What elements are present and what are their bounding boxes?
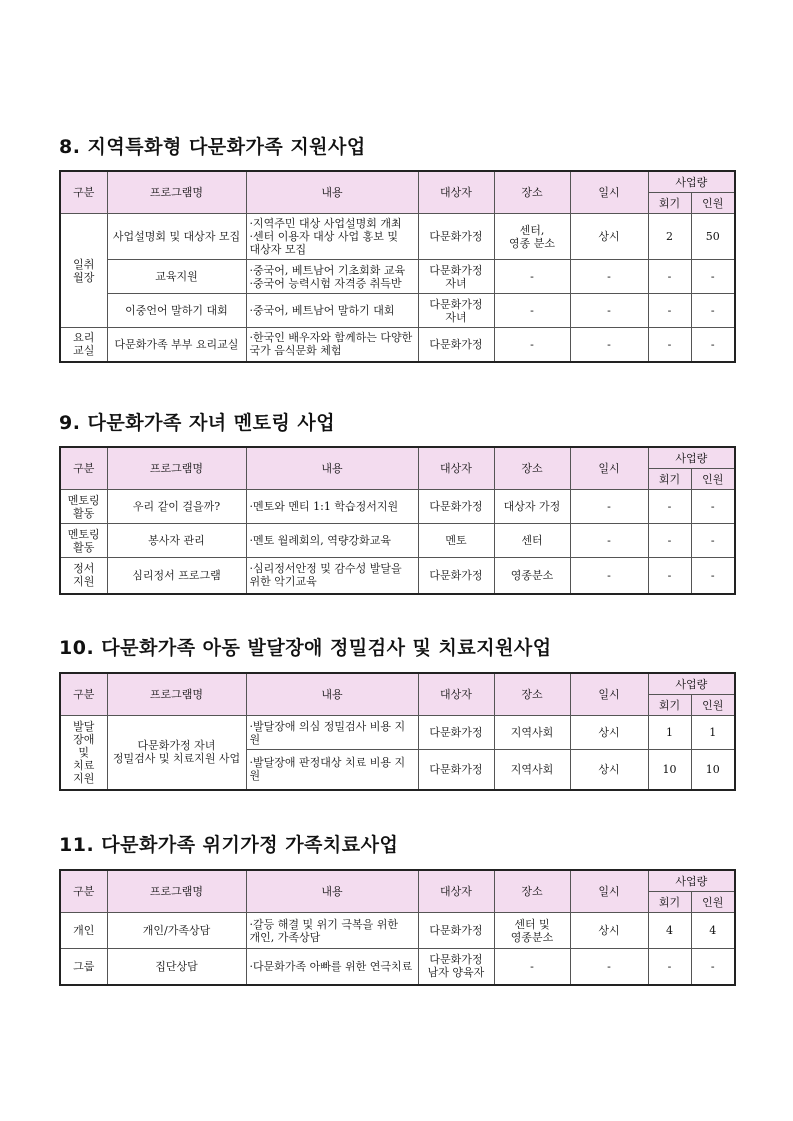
content-cell: ·갈등 해결 및 위기 극복을 위한 개인, 가족상담 <box>246 913 418 949</box>
place-cell: 대상자 가정 <box>494 490 570 524</box>
section-9-title: 9. 다문화가족 자녀 멘토링 사업 <box>59 412 336 434</box>
program-cell: 우리 같이 걸을까? <box>107 490 246 524</box>
program-cell: 교육지원 <box>107 260 246 294</box>
header-persons: 인원 <box>691 892 735 913</box>
header-volume: 사업량 <box>648 870 735 892</box>
target-cell: 다문화가정 <box>418 328 494 362</box>
section-8-table <box>59 170 736 363</box>
schedule-cell: - <box>570 524 648 558</box>
persons-cell: - <box>691 294 735 328</box>
section-10-table <box>59 672 736 791</box>
content-cell: ·중국어, 베트남어 말하기 대회 <box>246 294 418 328</box>
header-volume: 사업량 <box>648 171 735 193</box>
section-10-title: 10. 다문화가족 아동 발달장애 정밀검사 및 치료지원사업 <box>59 637 552 659</box>
table-row <box>60 558 735 594</box>
program-cell: 다문화가정 자녀 정밀검사 및 치료지원 사업 <box>107 716 246 790</box>
header-target: 대상자 <box>418 870 494 913</box>
header-schedule: 일시 <box>570 447 648 490</box>
table-row <box>60 490 735 524</box>
header-sessions: 회기 <box>648 892 691 913</box>
category-cell: 발달 장애 및 치료 지원 <box>60 716 107 790</box>
table-row <box>60 294 735 328</box>
header-sessions: 회기 <box>648 695 691 716</box>
header-program: 프로그램명 <box>107 673 246 716</box>
sessions-cell: - <box>648 949 691 985</box>
table-row <box>60 260 735 294</box>
header-schedule: 일시 <box>570 870 648 913</box>
target-cell: 다문화가정 <box>418 214 494 260</box>
schedule-cell: - <box>570 260 648 294</box>
persons-cell: - <box>691 490 735 524</box>
header-content: 내용 <box>246 171 418 214</box>
header-content: 내용 <box>246 447 418 490</box>
place-cell: 센터 <box>494 524 570 558</box>
section-8-title: 8. 지역특화형 다문화가족 지원사업 <box>59 136 366 158</box>
place-cell: - <box>494 260 570 294</box>
content-cell: ·멘토와 멘티 1:1 학습정서지원 <box>246 490 418 524</box>
schedule-cell: 상시 <box>570 750 648 790</box>
place-cell: 지역사회 <box>494 750 570 790</box>
header-persons: 인원 <box>691 469 735 490</box>
sessions-cell: 1 <box>648 716 691 750</box>
schedule-cell: 상시 <box>570 716 648 750</box>
content-cell: ·중국어, 베트남어 기초회화 교육 ·중국어 능력시험 자격증 취득반 <box>246 260 418 294</box>
target-cell: 다문화가정 <box>418 750 494 790</box>
table-row <box>60 913 735 949</box>
header-target: 대상자 <box>418 447 494 490</box>
persons-cell: - <box>691 524 735 558</box>
place-cell: - <box>494 328 570 362</box>
program-cell: 심리정서 프로그램 <box>107 558 246 594</box>
category-cell: 멘토링 활동 <box>60 524 107 558</box>
program-cell: 이중언어 말하기 대회 <box>107 294 246 328</box>
schedule-cell: - <box>570 949 648 985</box>
table-row <box>60 524 735 558</box>
category-cell: 요리 교실 <box>60 328 107 362</box>
target-cell: 다문화가정 <box>418 913 494 949</box>
place-cell: - <box>494 949 570 985</box>
schedule-cell: 상시 <box>570 913 648 949</box>
program-cell: 다문화가족 부부 요리교실 <box>107 328 246 362</box>
target-cell: 다문화가정 <box>418 558 494 594</box>
header-target: 대상자 <box>418 673 494 716</box>
header-persons: 인원 <box>691 193 735 214</box>
target-cell: 다문화가정 자녀 <box>418 294 494 328</box>
persons-cell: 50 <box>691 214 735 260</box>
content-cell: ·한국인 배우자와 함께하는 다양한 국가 음식문화 체험 <box>246 328 418 362</box>
content-cell: ·멘토 월례회의, 역량강화교육 <box>246 524 418 558</box>
persons-cell: 1 <box>691 716 735 750</box>
target-cell: 다문화가정 <box>418 716 494 750</box>
section-9-table <box>59 446 736 595</box>
header-category: 구분 <box>60 870 107 913</box>
table-row <box>60 328 735 362</box>
header-place: 장소 <box>494 673 570 716</box>
header-place: 장소 <box>494 171 570 214</box>
header-program: 프로그램명 <box>107 447 246 490</box>
header-category: 구분 <box>60 447 107 490</box>
place-cell: 지역사회 <box>494 716 570 750</box>
header-program: 프로그램명 <box>107 171 246 214</box>
target-cell: 다문화가정 <box>418 490 494 524</box>
header-target: 대상자 <box>418 171 494 214</box>
schedule-cell: - <box>570 558 648 594</box>
header-program: 프로그램명 <box>107 870 246 913</box>
place-cell: 센터, 영종 분소 <box>494 214 570 260</box>
program-cell: 집단상담 <box>107 949 246 985</box>
persons-cell: - <box>691 558 735 594</box>
sessions-cell: - <box>648 260 691 294</box>
persons-cell: - <box>691 260 735 294</box>
header-place: 장소 <box>494 870 570 913</box>
section-11-title: 11. 다문화가족 위기가정 가족치료사업 <box>59 834 399 856</box>
content-cell: ·지역주민 대상 사업설명회 개최 ·센터 이용자 대상 사업 홍보 및 대상자 모집 <box>246 214 418 260</box>
persons-cell: - <box>691 949 735 985</box>
header-schedule: 일시 <box>570 673 648 716</box>
schedule-cell: - <box>570 490 648 524</box>
sessions-cell: - <box>648 558 691 594</box>
header-sessions: 회기 <box>648 193 691 214</box>
header-volume: 사업량 <box>648 673 735 695</box>
table-row <box>60 716 735 750</box>
sessions-cell: - <box>648 524 691 558</box>
schedule-cell: - <box>570 294 648 328</box>
content-cell: ·발달장애 판정대상 치료 비용 지원 <box>246 750 418 790</box>
category-cell: 정서 지원 <box>60 558 107 594</box>
header-content: 내용 <box>246 673 418 716</box>
schedule-cell: 상시 <box>570 214 648 260</box>
category-cell: 개인 <box>60 913 107 949</box>
program-cell: 사업설명회 및 대상자 모집 <box>107 214 246 260</box>
persons-cell: 4 <box>691 913 735 949</box>
program-cell: 봉사자 관리 <box>107 524 246 558</box>
place-cell: - <box>494 294 570 328</box>
header-content: 내용 <box>246 870 418 913</box>
category-cell: 그룹 <box>60 949 107 985</box>
sessions-cell: 2 <box>648 214 691 260</box>
content-cell: ·다문화가족 아빠를 위한 연극치료 <box>246 949 418 985</box>
header-place: 장소 <box>494 447 570 490</box>
header-category: 구분 <box>60 673 107 716</box>
target-cell: 멘토 <box>418 524 494 558</box>
header-category: 구분 <box>60 171 107 214</box>
sessions-cell: 4 <box>648 913 691 949</box>
sessions-cell: - <box>648 490 691 524</box>
place-cell: 영종분소 <box>494 558 570 594</box>
sessions-cell: - <box>648 328 691 362</box>
sessions-cell: 10 <box>648 750 691 790</box>
table-row <box>60 949 735 985</box>
program-cell: 개인/가족상담 <box>107 913 246 949</box>
header-sessions: 회기 <box>648 469 691 490</box>
content-cell: ·발달장애 의심 정밀검사 비용 지원 <box>246 716 418 750</box>
category-cell: 일취 월장 <box>60 214 107 328</box>
target-cell: 다문화가정 자녀 <box>418 260 494 294</box>
persons-cell: 10 <box>691 750 735 790</box>
section-11-table <box>59 869 736 986</box>
persons-cell: - <box>691 328 735 362</box>
content-cell: ·심리정서안정 및 감수성 발달을 위한 악기교육 <box>246 558 418 594</box>
place-cell: 센터 및 영종분소 <box>494 913 570 949</box>
header-volume: 사업량 <box>648 447 735 469</box>
header-schedule: 일시 <box>570 171 648 214</box>
sessions-cell: - <box>648 294 691 328</box>
table-row <box>60 214 735 260</box>
header-persons: 인원 <box>691 695 735 716</box>
category-cell: 멘토링 활동 <box>60 490 107 524</box>
schedule-cell: - <box>570 328 648 362</box>
target-cell: 다문화가정 남자 양육자 <box>418 949 494 985</box>
